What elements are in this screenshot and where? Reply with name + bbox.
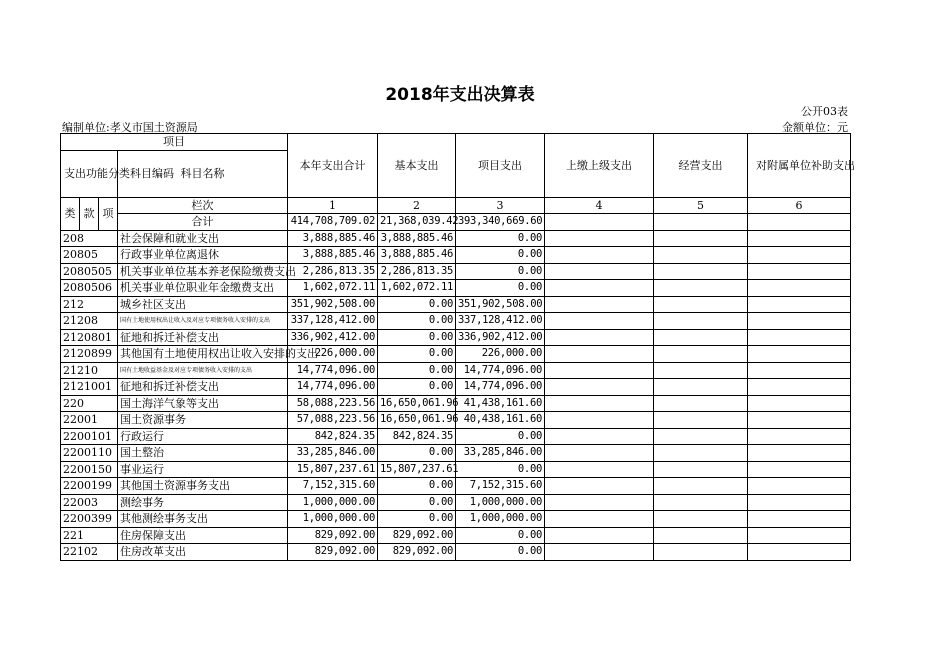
header-project: 项目	[61, 134, 288, 151]
row-upper	[545, 247, 654, 264]
table-row	[61, 263, 851, 280]
row-code: 2120899	[61, 346, 118, 363]
row-basic: 0.00	[378, 379, 456, 396]
row-name: 住房保障支出	[118, 527, 288, 544]
row-name: 城乡社区支出	[118, 296, 288, 313]
header-n5: 5	[654, 197, 748, 214]
row-business	[654, 247, 748, 264]
row-name: 住房改革支出	[118, 544, 288, 561]
row-name: 事业运行	[118, 461, 288, 478]
row-business	[654, 428, 748, 445]
row-project: 0.00	[456, 428, 545, 445]
row-total: 842,824.35	[288, 428, 378, 445]
row-project: 1,000,000.00	[456, 511, 545, 528]
row-code: 20805	[61, 247, 118, 264]
row-subsidy	[748, 263, 851, 280]
row-business	[654, 296, 748, 313]
table-row	[61, 346, 851, 363]
row-code: 2121001	[61, 379, 118, 396]
row-subsidy	[748, 527, 851, 544]
row-basic: 16,650,061.96	[378, 395, 456, 412]
table-row	[61, 280, 851, 297]
row-project: 0.00	[456, 461, 545, 478]
row-project: 41,438,161.60	[456, 395, 545, 412]
row-name: 国有土地收益基金及对应专项债务收入安排的支出	[118, 362, 288, 379]
row-subsidy	[748, 461, 851, 478]
row-name: 测绘事务	[118, 494, 288, 511]
row-basic: 0.00	[378, 478, 456, 495]
row-code: 22001	[61, 412, 118, 429]
row-name: 征地和拆迁补偿支出	[118, 379, 288, 396]
row-upper	[545, 379, 654, 396]
row-subsidy	[748, 445, 851, 462]
header-col-subsidy: 对附属单位补助支出	[748, 134, 851, 198]
unit-label: 金额单位：元	[782, 121, 848, 134]
table-row	[61, 362, 851, 379]
row-total: 336,902,412.00	[288, 329, 378, 346]
row-basic: 2,286,813.35	[378, 263, 456, 280]
row-business	[654, 527, 748, 544]
row-business	[654, 445, 748, 462]
row-project: 1,000,000.00	[456, 494, 545, 511]
row-code: 2200101	[61, 428, 118, 445]
row-code: 21210	[61, 362, 118, 379]
row-project: 0.00	[456, 527, 545, 544]
table-row	[61, 296, 851, 313]
header-lanci: 栏次	[118, 197, 288, 214]
row-upper	[545, 478, 654, 495]
row-project: 0.00	[456, 280, 545, 297]
row-project: 0.00	[456, 230, 545, 247]
row-basic: 0.00	[378, 329, 456, 346]
row-upper	[545, 461, 654, 478]
table-row	[61, 247, 851, 264]
row-basic: 1,602,072.11	[378, 280, 456, 297]
row-total: 14,774,096.00	[288, 362, 378, 379]
row-business	[654, 313, 748, 330]
total-basic: 21,368,039.42	[378, 214, 456, 231]
header-n6: 6	[748, 197, 851, 214]
row-upper	[545, 230, 654, 247]
row-total: 7,152,315.60	[288, 478, 378, 495]
header-n4: 4	[545, 197, 654, 214]
table-row	[61, 445, 851, 462]
header-lei: 类	[61, 197, 80, 230]
row-name: 其他国土资源事务支出	[118, 478, 288, 495]
row-subsidy	[748, 494, 851, 511]
row-project: 337,128,412.00	[456, 313, 545, 330]
row-upper	[545, 313, 654, 330]
table-row	[61, 329, 851, 346]
row-code: 2120801	[61, 329, 118, 346]
row-business	[654, 395, 748, 412]
row-business	[654, 511, 748, 528]
expenditure-table	[60, 133, 855, 561]
row-basic: 3,888,885.46	[378, 230, 456, 247]
row-project: 14,774,096.00	[456, 379, 545, 396]
table-row	[61, 494, 851, 511]
row-subsidy	[748, 428, 851, 445]
row-subsidy	[748, 395, 851, 412]
row-project: 33,285,846.00	[456, 445, 545, 462]
row-business	[654, 494, 748, 511]
row-business	[654, 478, 748, 495]
row-upper	[545, 428, 654, 445]
page-title: 2018年支出决算表	[385, 85, 535, 105]
row-name: 社会保障和就业支出	[118, 230, 288, 247]
table-row	[61, 461, 851, 478]
total-upper	[545, 214, 654, 231]
table-row	[61, 478, 851, 495]
row-code: 22102	[61, 544, 118, 561]
row-total: 226,000.00	[288, 346, 378, 363]
row-basic: 0.00	[378, 494, 456, 511]
row-basic: 0.00	[378, 313, 456, 330]
row-business	[654, 346, 748, 363]
row-upper	[545, 346, 654, 363]
row-code: 2200199	[61, 478, 118, 495]
header-col-project: 项目支出	[456, 134, 545, 198]
row-name: 国土整治	[118, 445, 288, 462]
row-upper	[545, 412, 654, 429]
row-project: 14,774,096.00	[456, 362, 545, 379]
row-project: 226,000.00	[456, 346, 545, 363]
row-name: 行政运行	[118, 428, 288, 445]
row-upper	[545, 527, 654, 544]
row-code: 2080506	[61, 280, 118, 297]
row-business	[654, 280, 748, 297]
row-total: 1,000,000.00	[288, 511, 378, 528]
row-upper	[545, 395, 654, 412]
row-name: 行政事业单位离退休	[118, 247, 288, 264]
header-n2: 2	[378, 197, 456, 214]
row-business	[654, 263, 748, 280]
row-project: 40,438,161.60	[456, 412, 545, 429]
row-code: 2200110	[61, 445, 118, 462]
row-code: 208	[61, 230, 118, 247]
row-total: 33,285,846.00	[288, 445, 378, 462]
table-row	[61, 230, 851, 247]
row-name: 国土海洋气象等支出	[118, 395, 288, 412]
header-xiang: 项	[99, 197, 118, 230]
row-project: 351,902,508.00	[456, 296, 545, 313]
row-total: 829,092.00	[288, 544, 378, 561]
table-row	[61, 379, 851, 396]
org-label: 编制单位:孝义市国土资源局	[62, 121, 198, 134]
table-row	[61, 313, 851, 330]
row-upper	[545, 329, 654, 346]
header-col-upper: 上缴上级支出	[545, 134, 654, 198]
header-col-basic: 基本支出	[378, 134, 456, 198]
row-project: 7,152,315.60	[456, 478, 545, 495]
row-subsidy	[748, 329, 851, 346]
row-business	[654, 230, 748, 247]
row-total: 3,888,885.46	[288, 230, 378, 247]
row-name: 国土资源事务	[118, 412, 288, 429]
row-business	[654, 544, 748, 561]
table-row	[61, 544, 851, 561]
row-code: 221	[61, 527, 118, 544]
row-basic: 0.00	[378, 296, 456, 313]
row-total: 1,602,072.11	[288, 280, 378, 297]
row-basic: 0.00	[378, 445, 456, 462]
row-subsidy	[748, 346, 851, 363]
row-name: 机关事业单位基本养老保险缴费支出	[118, 263, 288, 280]
row-subsidy	[748, 362, 851, 379]
row-subsidy	[748, 280, 851, 297]
header-n3: 3	[456, 197, 545, 214]
table-row	[61, 412, 851, 429]
total-sum: 414,708,709.02	[288, 214, 378, 231]
total-project: 393,340,669.60	[456, 214, 545, 231]
row-project: 336,902,412.00	[456, 329, 545, 346]
row-business	[654, 379, 748, 396]
row-name: 国有土地使用权出让收入及对应专项债务收入安排的支出	[118, 313, 288, 330]
row-basic: 0.00	[378, 362, 456, 379]
row-upper	[545, 362, 654, 379]
header-n1: 1	[288, 197, 378, 214]
row-basic: 829,092.00	[378, 544, 456, 561]
row-basic: 0.00	[378, 511, 456, 528]
row-total: 2,286,813.35	[288, 263, 378, 280]
row-total: 829,092.00	[288, 527, 378, 544]
row-project: 0.00	[456, 263, 545, 280]
row-name: 机关事业单位职业年金缴费支出	[118, 280, 288, 297]
row-business	[654, 362, 748, 379]
table-row	[61, 527, 851, 544]
row-basic: 16,650,061.96	[378, 412, 456, 429]
row-total: 57,088,223.56	[288, 412, 378, 429]
total-label: 合计	[118, 214, 288, 231]
row-business	[654, 329, 748, 346]
row-upper	[545, 263, 654, 280]
row-basic: 842,824.35	[378, 428, 456, 445]
row-upper	[545, 494, 654, 511]
row-code: 220	[61, 395, 118, 412]
row-basic: 15,807,237.61	[378, 461, 456, 478]
row-code: 212	[61, 296, 118, 313]
row-total: 58,088,223.56	[288, 395, 378, 412]
row-subsidy	[748, 412, 851, 429]
row-code: 22003	[61, 494, 118, 511]
row-subsidy	[748, 511, 851, 528]
row-total: 15,807,237.61	[288, 461, 378, 478]
row-subsidy	[748, 313, 851, 330]
row-basic: 3,888,885.46	[378, 247, 456, 264]
row-name: 其他测绘事务支出	[118, 511, 288, 528]
row-upper	[545, 445, 654, 462]
row-upper	[545, 296, 654, 313]
row-subsidy	[748, 544, 851, 561]
row-name: 征地和拆迁补偿支出	[118, 329, 288, 346]
table-row	[61, 395, 851, 412]
row-code: 21208	[61, 313, 118, 330]
row-total: 14,774,096.00	[288, 379, 378, 396]
row-code: 2200150	[61, 461, 118, 478]
header-kuan: 款	[80, 197, 99, 230]
header-col-business: 经营支出	[654, 134, 748, 198]
row-total: 337,128,412.00	[288, 313, 378, 330]
row-code: 2200399	[61, 511, 118, 528]
row-project: 0.00	[456, 247, 545, 264]
table-row	[61, 511, 851, 528]
form-code: 公开03表	[801, 105, 848, 118]
row-name: 其他国有土地使用权出让收入安排的支出	[118, 346, 288, 363]
row-upper	[545, 280, 654, 297]
row-subsidy	[748, 379, 851, 396]
row-subsidy	[748, 478, 851, 495]
row-business	[654, 461, 748, 478]
row-project: 0.00	[456, 544, 545, 561]
header-subject-name: 科目名称	[118, 150, 288, 197]
row-subsidy	[748, 247, 851, 264]
row-subsidy	[748, 230, 851, 247]
row-upper	[545, 511, 654, 528]
table-row	[61, 428, 851, 445]
row-upper	[545, 544, 654, 561]
row-business	[654, 412, 748, 429]
row-total: 3,888,885.46	[288, 247, 378, 264]
header-func-code: 支出功能分类科目编码	[61, 150, 118, 197]
row-subsidy	[748, 296, 851, 313]
row-total: 1,000,000.00	[288, 494, 378, 511]
row-total: 351,902,508.00	[288, 296, 378, 313]
total-business	[654, 214, 748, 231]
header-col-total: 本年支出合计	[288, 134, 378, 198]
row-basic: 829,092.00	[378, 527, 456, 544]
total-subsidy	[748, 214, 851, 231]
row-basic: 0.00	[378, 346, 456, 363]
row-code: 2080505	[61, 263, 118, 280]
